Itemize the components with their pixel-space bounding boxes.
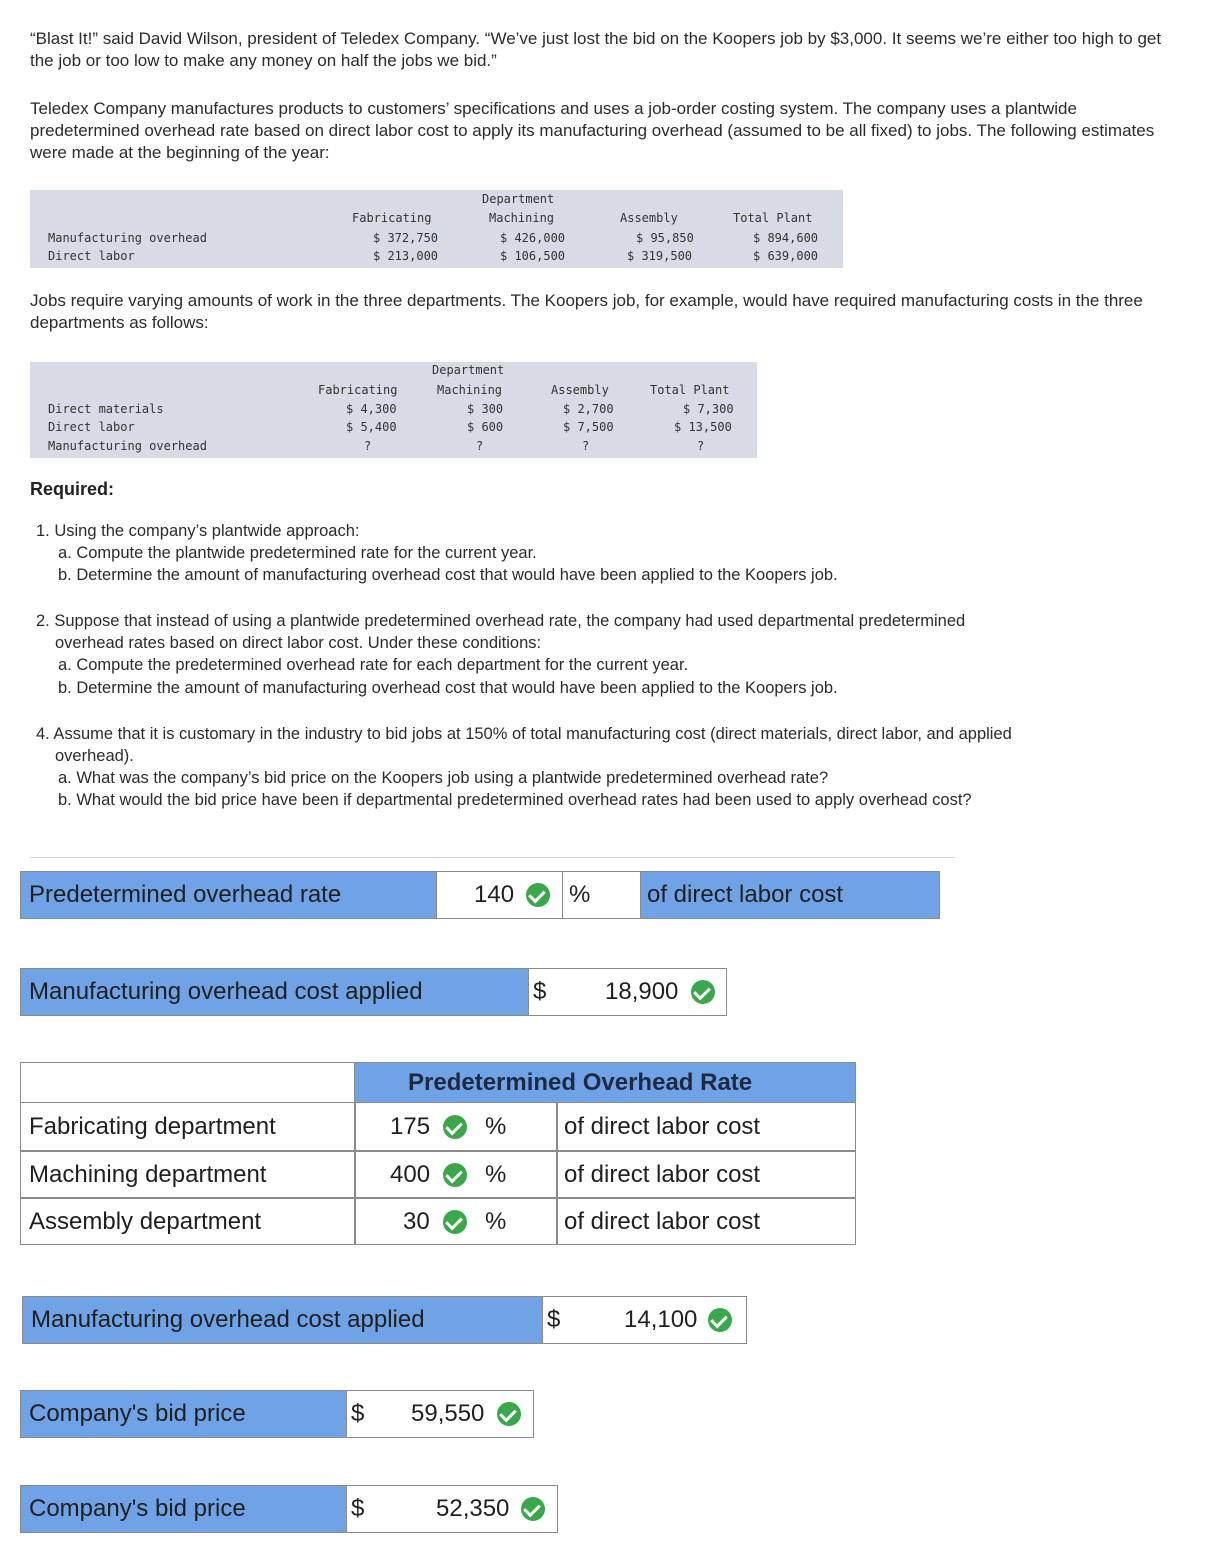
dept-rate-value[interactable]: 400 bbox=[390, 1161, 431, 1188]
estimates-row-label: Direct labor bbox=[48, 249, 135, 263]
intro-paragraph-1: “Blast It!” said David Wilson, president of Teledex Company. “We’ve just lost the bid on the Koopers job by $3,000. It seems we’re either too high to get the job or too low to make any money on half the jobs we bid.” bbox=[30, 29, 1162, 70]
check-circle-icon bbox=[443, 1163, 467, 1187]
dept-rate-suffix: of direct labor cost bbox=[564, 1208, 761, 1235]
koopers-col-header: Machining bbox=[437, 383, 503, 397]
divider bbox=[30, 857, 955, 858]
plantwide-applied-label: Manufacturing overhead cost applied bbox=[29, 978, 423, 1005]
check-circle-icon bbox=[443, 1210, 467, 1234]
koopers-cell: $ 2,700 bbox=[563, 402, 614, 416]
koopers-col-header: Fabricating bbox=[318, 383, 398, 397]
check-circle-icon bbox=[521, 1497, 545, 1521]
estimates-cell: $ 95,850 bbox=[636, 231, 694, 245]
dept-applied-label: Manufacturing overhead cost applied bbox=[31, 1306, 425, 1333]
koopers-cell: $ 300 bbox=[467, 402, 504, 416]
dept-applied-value: 14,100 bbox=[624, 1306, 698, 1333]
col-divider bbox=[556, 1102, 558, 1245]
koopers-cell: ? bbox=[364, 439, 372, 453]
dept-rate-label: Machining department bbox=[29, 1161, 267, 1188]
koopers-cell: $ 4,300 bbox=[346, 402, 397, 416]
currency-symbol: $ bbox=[351, 1400, 365, 1427]
dept-rate-unit: % bbox=[485, 1208, 507, 1235]
check-circle-icon bbox=[708, 1308, 732, 1332]
dept-rate-value[interactable]: 30 bbox=[403, 1208, 430, 1235]
required-item: b. Determine the amount of manufacturing overhead cost that would have been applied to the Koopers job. bbox=[58, 566, 838, 584]
estimates-cell: $ 639,000 bbox=[753, 249, 819, 263]
dept-rate-unit: % bbox=[485, 1113, 507, 1140]
koopers-cell: $ 600 bbox=[467, 420, 504, 434]
bid-departmental-label: Company's bid price bbox=[29, 1495, 246, 1522]
estimates-cell: $ 106,500 bbox=[500, 249, 566, 263]
koopers-cell: $ 5,400 bbox=[346, 420, 397, 434]
koopers-col-header: Total Plant bbox=[650, 383, 730, 397]
currency-symbol: $ bbox=[533, 978, 547, 1005]
bid-departmental-value: 52,350 bbox=[436, 1495, 510, 1522]
estimates-cell: $ 319,500 bbox=[627, 249, 693, 263]
col-divider bbox=[354, 1102, 356, 1245]
koopers-row-label: Direct materials bbox=[48, 402, 164, 416]
koopers-row-label: Direct labor bbox=[48, 420, 135, 434]
dept-rates-header: Predetermined Overhead Rate bbox=[408, 1069, 753, 1096]
row-divider bbox=[20, 1197, 856, 1199]
koopers-cell: $ 7,300 bbox=[683, 402, 734, 416]
required-item: b. What would the bid price have been if departmental predetermined overhead rates had been used to apply overhead cost? bbox=[58, 791, 972, 809]
intro-paragraph-3: Jobs require varying amounts of work in the three departments. The Koopers job, for example, would have required manufacturing costs in the three departments as follows: bbox=[30, 291, 1143, 332]
estimates-col-header: Fabricating bbox=[352, 211, 432, 225]
required-item: 1. Using the company’s plantwide approach: bbox=[36, 522, 360, 540]
required-item: a. Compute the predetermined overhead rate for each department for the current year. bbox=[58, 656, 689, 674]
estimates-cell: $ 213,000 bbox=[373, 249, 439, 263]
koopers-cell: ? bbox=[476, 439, 484, 453]
check-circle-icon bbox=[443, 1115, 467, 1139]
required-item: overhead). bbox=[55, 747, 134, 765]
plantwide-rate-label: Predetermined overhead rate bbox=[29, 881, 342, 908]
koopers-group-header: Department bbox=[432, 363, 505, 377]
dept-rate-suffix: of direct labor cost bbox=[564, 1113, 761, 1140]
estimates-row-label: Manufacturing overhead bbox=[48, 231, 207, 245]
estimates-cell: $ 894,600 bbox=[753, 231, 819, 245]
required-item: overhead rates based on direct labor cost. Under these conditions: bbox=[55, 634, 542, 652]
koopers-cell: ? bbox=[697, 439, 705, 453]
estimates-col-header: Machining bbox=[489, 211, 555, 225]
required-item: a. What was the company’s bid price on the Koopers job using a plantwide predetermined overhead rate? bbox=[58, 769, 829, 787]
dept-rate-label: Fabricating department bbox=[29, 1113, 276, 1140]
check-circle-icon bbox=[497, 1402, 521, 1426]
koopers-cell: $ 13,500 bbox=[674, 420, 732, 434]
required-item: b. Determine the amount of manufacturing overhead cost that would have been applied to the Koopers job. bbox=[58, 679, 838, 697]
estimates-cell: $ 372,750 bbox=[373, 231, 439, 245]
required-item: 4. Assume that it is customary in the industry to bid jobs at 150% of total manufacturing cost (direct materials, direct labor, and applied bbox=[36, 725, 1012, 743]
koopers-cell: ? bbox=[582, 439, 590, 453]
required-item: 2. Suppose that instead of using a plantwide predetermined overhead rate, the company had used departmental predetermined bbox=[36, 612, 966, 630]
dept-rate-value[interactable]: 175 bbox=[390, 1113, 431, 1140]
estimates-col-header: Total Plant bbox=[733, 211, 813, 225]
estimates-group-header: Department bbox=[482, 192, 555, 206]
plantwide-rate-unit: % bbox=[569, 881, 591, 908]
dept-rate-label: Assembly department bbox=[29, 1208, 262, 1235]
plantwide-rate-suffix: of direct labor cost bbox=[647, 881, 844, 908]
plantwide-rate-value: 140 bbox=[474, 881, 515, 908]
currency-symbol: $ bbox=[351, 1495, 365, 1522]
dept-rates-header-blank bbox=[20, 1062, 356, 1104]
required-item: a. Compute the plantwide predetermined rate for the current year. bbox=[58, 544, 537, 562]
koopers-cell: $ 7,500 bbox=[563, 420, 614, 434]
intro-paragraph-2: Teledex Company manufactures products to customers’ specifications and uses a job-order costing system. The company uses a plantwide predetermined overhead rate based on direct labor cost to apply its manufacturing overhead (assumed to be all fixed) to jobs. The following estimates were made at the beginning of the year: bbox=[30, 99, 1155, 162]
koopers-row-label: Manufacturing overhead bbox=[48, 439, 207, 453]
koopers-col-header: Assembly bbox=[551, 383, 609, 397]
check-circle-icon bbox=[526, 883, 550, 907]
check-circle-icon bbox=[691, 980, 715, 1004]
plantwide-applied-value: 18,900 bbox=[605, 978, 679, 1005]
bid-plantwide-label: Company's bid price bbox=[29, 1400, 246, 1427]
dept-rate-unit: % bbox=[485, 1161, 507, 1188]
dept-rate-suffix: of direct labor cost bbox=[564, 1161, 761, 1188]
estimates-col-header: Assembly bbox=[620, 211, 678, 225]
estimates-cell: $ 426,000 bbox=[500, 231, 566, 245]
bid-plantwide-value: 59,550 bbox=[411, 1400, 485, 1427]
row-divider bbox=[20, 1150, 856, 1152]
required-heading: Required: bbox=[30, 479, 115, 499]
currency-symbol: $ bbox=[547, 1306, 561, 1333]
